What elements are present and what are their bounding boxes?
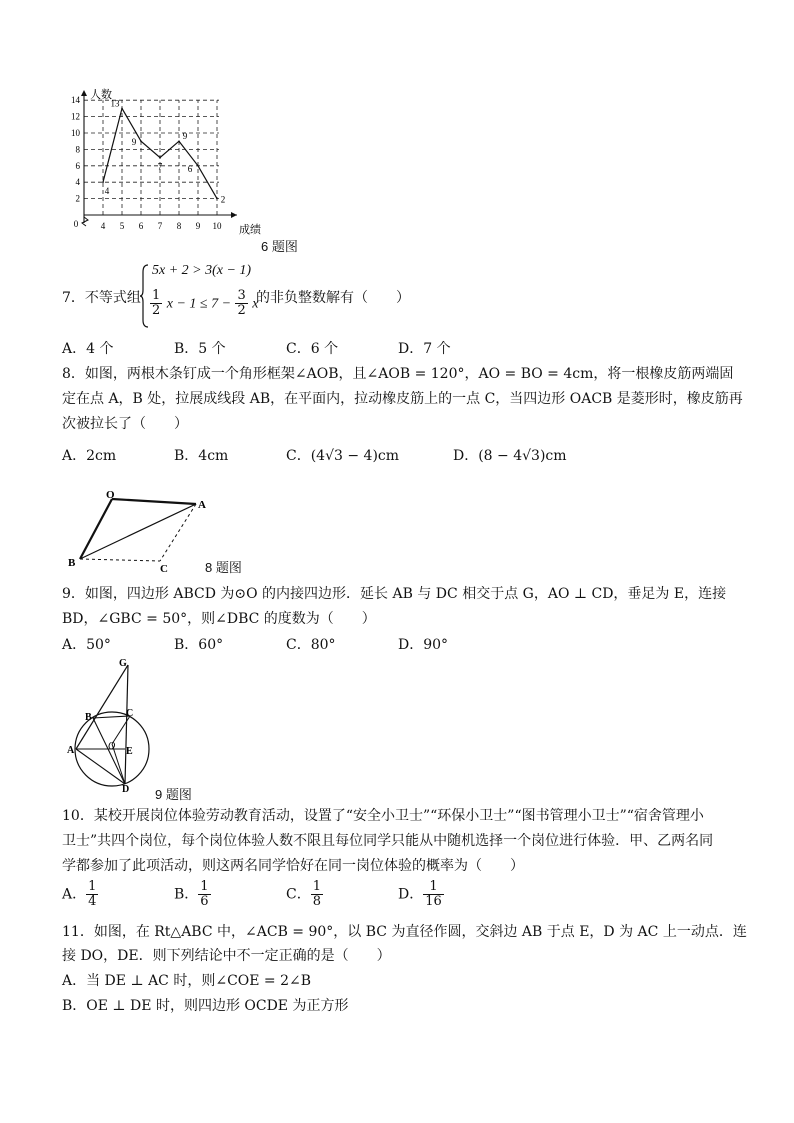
q6-x-axis-arrow	[231, 212, 237, 218]
q7-frac2-den: 2	[237, 303, 246, 318]
q6-xtick-label: 4	[100, 221, 106, 231]
q7-option-d: D．7 个	[398, 341, 451, 357]
q6-ytick-label: 2	[75, 193, 80, 204]
q10-option-d	[398, 880, 444, 909]
q9-segment-bc	[93, 716, 130, 718]
q8-option-d: D．(8 − 4√3)cm	[453, 448, 567, 464]
q10-option-d-num: 1	[423, 880, 444, 895]
q8-caption: 8 题图	[205, 560, 242, 575]
q7-frac1-num: 1	[152, 288, 161, 303]
q6-xtick-label: 8	[176, 221, 182, 231]
q7-brace	[139, 264, 149, 328]
q10-option-a-den: 4	[88, 894, 97, 909]
q8-label-c: C	[160, 563, 168, 574]
q8-text-line-3: 次被拉长了（ ）	[62, 416, 188, 432]
q9-segment-ad	[76, 749, 125, 784]
q11-option-a: A．当 DE ⊥ AC 时，则∠COE = 2∠B	[62, 973, 312, 989]
q8-segment-oa	[112, 499, 196, 504]
q6-data-point	[102, 181, 104, 183]
q11-text-line-1: 11．如图，在 Rt△ABC 中，∠ACB = 90°，以 BC 为直径作圆，交斜边 AB 于点 E，D 为 AC 上一动点．连	[62, 924, 747, 940]
q7-frac1-den: 2	[152, 303, 161, 318]
q6-xtick-label: 9	[195, 221, 201, 231]
q8-option-c: C．(4√3 − 4)cm	[286, 448, 400, 464]
q6-y-axis-title: 人数	[90, 89, 112, 101]
q9-text-line-1: 9．如图，四边形 ABCD 为⊙O 的内接四边形．延长 AB 与 DC 相交于点 G，AO ⊥ CD，垂足为 E，连接	[62, 586, 727, 602]
q6-point-label: 13	[110, 98, 120, 109]
q10-option-c-num: 1	[312, 879, 321, 894]
q6-point-label: 4	[104, 186, 110, 197]
q6-ytick-label: 4	[75, 177, 80, 188]
q7-option-a: A．4 个	[62, 341, 114, 357]
q6-ytick-label: 8	[75, 144, 80, 155]
q6-data-point	[140, 140, 142, 142]
q6-chart	[60, 86, 310, 254]
q7-ineq2-end: x	[252, 296, 259, 312]
q9-label-c: C	[126, 708, 134, 719]
q6-ytick-label: 6	[75, 160, 80, 171]
q9-label-b: B	[85, 712, 92, 723]
q6-xtick-label: 5	[119, 221, 125, 231]
q9-label-e: E	[126, 746, 133, 757]
q7-option-c: C．6 个	[286, 341, 339, 357]
q6-data-point	[216, 198, 218, 200]
q7-option-b: B．5 个	[174, 341, 226, 357]
q6-xtick-label: 6	[138, 221, 144, 231]
q8-segment-ob	[80, 499, 112, 559]
q6-ytick-label: 10	[71, 128, 80, 138]
q6-data-point	[159, 157, 161, 159]
q10-option-b-num: 1	[200, 879, 209, 894]
q6-point-label: 2	[220, 194, 226, 205]
q10-option-a-num: 1	[88, 879, 97, 894]
q7-ineq2-mid: x − 1 ≤ 7 −	[166, 296, 232, 312]
q9-option-d: D．90°	[398, 637, 449, 653]
q9-segment-dg	[125, 665, 128, 784]
q9-option-a: A．50°	[62, 637, 111, 653]
q9-caption: 9 题图	[155, 787, 192, 802]
q10-option-b-label: B．	[174, 886, 199, 903]
q6-xtick-label: 10	[212, 221, 222, 231]
q8-label-a: A	[198, 499, 206, 511]
q6-point-label: 9	[182, 131, 188, 142]
q6-data-point	[178, 140, 180, 142]
q7-inequality-1: 5x + 2 > 3(x − 1)	[152, 263, 252, 278]
q10-option-d-den: 16	[425, 894, 442, 909]
q10-option-c	[286, 880, 323, 909]
q9-option-c: C．80°	[286, 637, 336, 653]
q9-segment-oc	[112, 716, 130, 744]
q8-label-b: B	[68, 557, 76, 569]
q10-option-a-label: A．	[62, 886, 87, 903]
q10-option-b	[174, 880, 211, 909]
q6-x-axis-title: 成绩	[239, 224, 261, 236]
q10-option-b-den: 6	[200, 894, 209, 909]
q10-option-c-label: C．	[286, 886, 311, 903]
q9-option-b: B．60°	[174, 637, 224, 653]
q7-prefix: 7．不等式组	[62, 290, 141, 306]
q8-text-line-2: 定在点 A，B 处，拉展成线段 AB，在平面内，拉动橡皮筋上的一点 C，当四边形 OACB 是菱形时，橡皮筋再	[62, 391, 743, 407]
q8-figure	[64, 488, 214, 574]
q11-option-b: B．OE ⊥ DE 时，则四边形 OCDE 为正方形	[62, 998, 349, 1014]
q6-caption: 6 题图	[261, 239, 298, 254]
q9-label-a: A	[67, 745, 75, 756]
q7-suffix: 的非负整数解有（ ）	[256, 290, 410, 306]
q6-origin-label: 0	[73, 219, 79, 229]
q10-option-c-den: 8	[312, 894, 321, 909]
q7-block	[62, 262, 742, 332]
q10-option-d-label: D．	[398, 886, 424, 903]
q9-label-g: G	[119, 658, 127, 669]
q8-option-a: A．2cm	[62, 448, 117, 464]
q9-label-d: D	[122, 784, 130, 792]
q6-point-label: 6	[187, 163, 193, 174]
q6-point-label: 7	[157, 161, 163, 172]
q11-text-line-2: 接 DO，DE．则下列结论中不一定正确的是（ ）	[62, 948, 391, 964]
q7-inequality-2	[150, 289, 258, 318]
q9-text-line-2: BD，∠GBC = 50°，则∠DBC 的度数为（ ）	[62, 611, 376, 627]
q8-label-o: O	[106, 489, 115, 501]
q6-point-label: 9	[131, 137, 137, 148]
q10-text-line-2: 卫士”共四个岗位，每个岗位体验人数不限且每位同学只能从中随机选择一个岗位进行体验．甲、乙两名同	[62, 833, 714, 849]
q6-data-point	[121, 108, 123, 110]
q10-text-line-3: 学都参加了此项活动，则这两名同学恰好在同一岗位体验的概率为（ ）	[62, 858, 524, 874]
q6-axis-break	[82, 217, 88, 226]
q7-frac2-num: 3	[237, 288, 246, 303]
q6-ytick-label: 12	[71, 111, 80, 122]
q6-ytick-label: 14	[71, 95, 80, 106]
q9-label-o: O	[108, 741, 116, 752]
q8-text-line-1: 8．如图，两根木条钉成一个角形框架∠AOB，且∠AOB = 120°，AO = BO = 4cm，将一根橡皮筋两端固	[62, 366, 734, 382]
q9-figure	[62, 656, 162, 792]
q6-xtick-label: 7	[157, 221, 163, 231]
q8-segment-bc	[80, 559, 160, 561]
q6-data-point	[197, 165, 199, 167]
q6-line-chart	[60, 86, 310, 254]
q6-y-axis-arrow	[81, 90, 87, 96]
q8-option-b: B．4cm	[174, 448, 229, 464]
q10-option-a	[62, 880, 98, 909]
q10-text-line-1: 10．某校开展岗位体验劳动教育活动，设置了“安全小卫士”“环保小卫士”“图书管理小卫士”“宿舍管理小	[62, 808, 704, 824]
